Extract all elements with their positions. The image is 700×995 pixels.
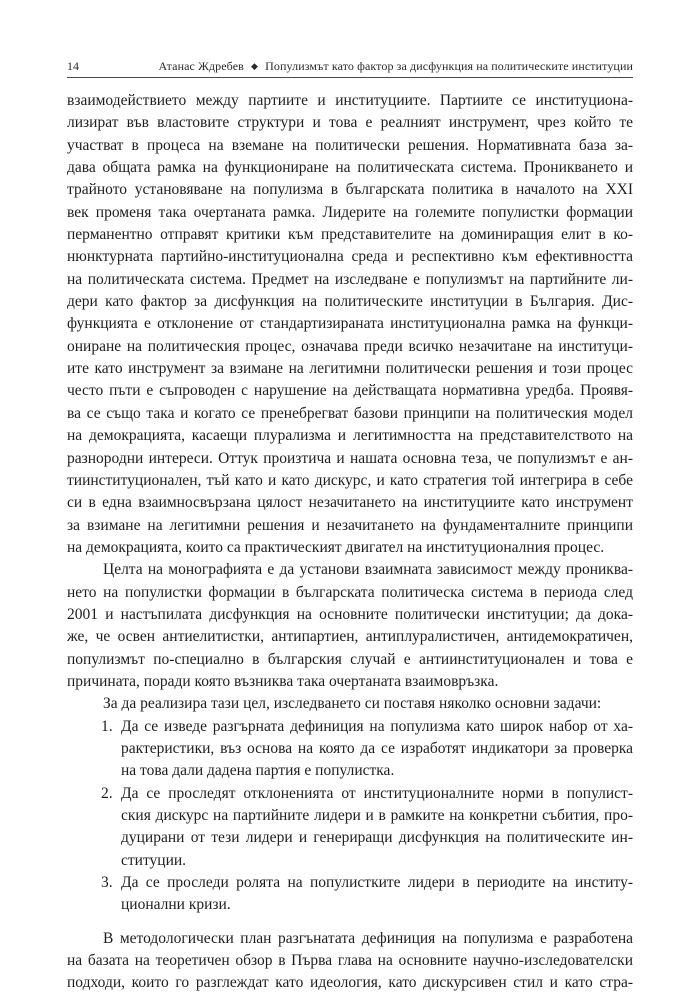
- page-body: [67, 90, 633, 995]
- text-line: лизират във властовите структури и това е реалният инструмент, чрез който те: [67, 114, 633, 132]
- page-number: 14: [67, 59, 79, 73]
- text-line: дери като фактор за дисфункция на политическите институции в България. Дис-: [67, 293, 633, 311]
- task-text-line: Да се проследят отклоненията от институционалните норми в популист-: [121, 784, 633, 802]
- text-line: си в една взаимносвързана цялост незачитането на институциите като инструмент: [67, 494, 633, 512]
- running-title: [159, 59, 633, 74]
- tasks-list: [67, 716, 633, 917]
- paragraph-tasks-intro: [67, 693, 633, 715]
- text-line: често пъти е съпроводен с нарушение на действащата нормативна уредба. Проявя-: [67, 382, 633, 400]
- text-line: В методологически план разгънатата дефиниция на популизма е разработена: [103, 929, 633, 947]
- text-line: За да реализира тази цел, изследването си поставя няколко основни задачи:: [103, 695, 602, 713]
- text-line: 2001 и настъпилата дисфункция на основните политически институции; да дока-: [67, 605, 633, 623]
- text-line: популизмът по-специално в българския случай е антиинституционален и това е: [67, 650, 633, 668]
- running-header: [67, 51, 633, 78]
- header-book-title: Популизмът като фактор за дисфункция на политическите институции: [265, 59, 633, 73]
- task-number: 2.: [101, 784, 113, 802]
- text-line: на демокрацията, касаещи плурализма и легитимността на представителството на: [67, 427, 633, 445]
- header-author: Атанас Ждребев: [158, 59, 244, 73]
- task-text-line: рактеристики, въз основа на която да се изработят индикатори за проверка: [121, 739, 633, 757]
- text-line: подходи, които го разглеждат като идеология, като дискурсивен стил и като стра-: [67, 974, 633, 992]
- paragraph-aim: [67, 559, 633, 693]
- text-line: дава общата рамка на функциониране на политическата система. Проникването и: [67, 159, 633, 177]
- text-line: на демокрацията, които са практическият двигател на институционалния процес.: [67, 538, 605, 556]
- task-text-line: Да се проследи ролята на популистките лидери в периодите на институ-: [121, 874, 633, 892]
- paragraph-intro: [67, 90, 633, 559]
- text-line: на базата на теоретичен обзор в Първа глава на основните научно-изследователски: [67, 952, 633, 970]
- text-line: взаимодействието между партиите и институциите. Партиите се институциона-: [67, 92, 633, 109]
- diamond-separator-icon: ◆: [251, 61, 259, 71]
- task-number: 1.: [101, 717, 113, 735]
- task-item: [67, 783, 633, 872]
- text-line: функцията е отклонение от стандартизираната институционална рамка на функци-: [67, 315, 633, 333]
- task-item: [67, 872, 633, 917]
- paragraph-methodology: [67, 928, 633, 995]
- text-line: тиинституционален, тъй като и като дискурс, и като стратегия той интегрира в себе: [67, 471, 633, 489]
- text-line: участват в процеса на вземане на политически решения. Нормативната база за-: [67, 136, 633, 154]
- task-text-line: ционални кризи.: [121, 896, 231, 914]
- text-line: Целта на монографията е да установи взаимната зависимост между прониква-: [103, 561, 633, 579]
- task-number: 3.: [101, 874, 113, 892]
- text-line: ониране на политическия процес, означава преди всичко незачитане на институци-: [67, 337, 633, 355]
- task-text-line: Да се изведе разгърната дефиниция на популизма като широк набор от ха-: [121, 717, 633, 735]
- task-text-line: ституции.: [121, 851, 187, 869]
- text-line: век променя така очертаната рамка. Лидерите на големите популистки формации: [67, 203, 633, 221]
- text-line: на политическата система. Предмет на изследване е популизмът на партийните ли-: [67, 270, 633, 288]
- text-line: причината, поради която възниква така очертаната взаимовръзка.: [67, 672, 499, 690]
- task-text-line: ския дискурс на партийните лидери и в рамките на конкретни събития, про-: [121, 807, 633, 824]
- text-line: за взимане на легитимни решения и незачитането на фундаменталните принципи: [67, 516, 633, 534]
- text-line: разнородни интереси. Оттук произтича и нашата основна теза, че популизмът е ан-: [67, 449, 633, 467]
- task-item: [67, 716, 633, 783]
- text-line: ите като инструмент за взимане на легитимни политически решения и този процес: [67, 360, 633, 378]
- task-text-line: на това дали дадена партия е популистка.: [121, 762, 395, 780]
- text-line: нето на популистки формации в българската политическа система в периода след: [67, 583, 633, 601]
- text-line: ва се също така и когато се пренебрегват базови принципи на политическия модел: [67, 404, 633, 422]
- text-line: нюнктурната партийно-институционална среда и респективно към ефективността: [67, 248, 633, 266]
- text-line: перманентно отправят критики към представителите на доминиращия елит в ко-: [67, 226, 633, 244]
- text-line: же, че освен антиелитистки, антипартиен, антиплуралистичен, антидемократичен,: [67, 628, 633, 646]
- task-text-line: дуцирани от тези лидери и генериращи дисфункция на политическите ин-: [121, 829, 633, 847]
- text-line: трайното установяване на популизма в българската политика в началото на XXI: [67, 181, 633, 199]
